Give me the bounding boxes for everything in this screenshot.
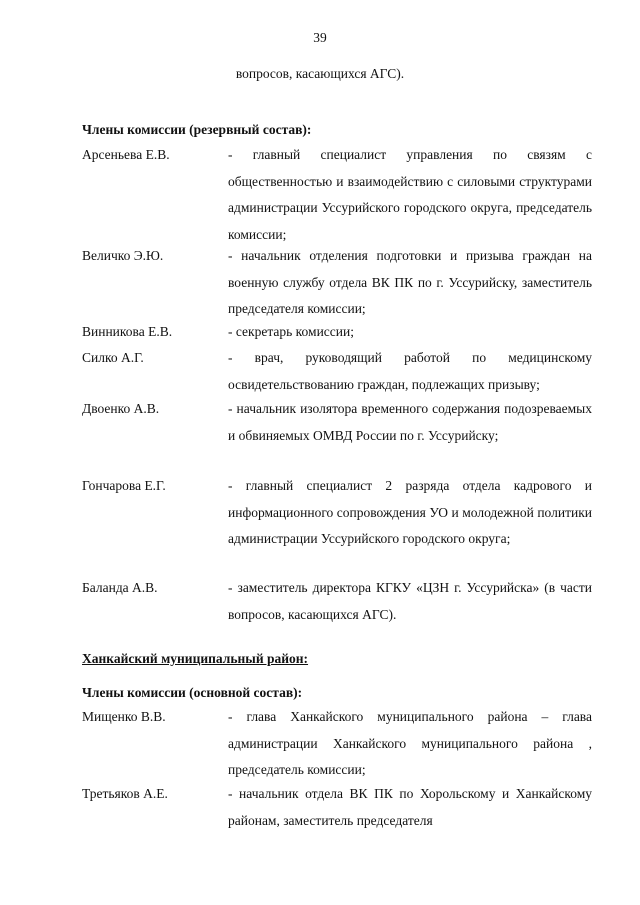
- member-name: Арсеньева Е.В.: [82, 147, 170, 162]
- member-name: Мищенко В.В.: [82, 709, 166, 724]
- member-description: - врач, руководящий работой по медицинскому освидетельствованию граждан, подлежащих призыву;: [228, 350, 592, 392]
- member-name: Винникова Е.В.: [82, 324, 173, 339]
- continuation-text: вопросов, касающихся АГС).: [235, 66, 405, 81]
- member-name: Величко Э.Ю.: [82, 248, 164, 263]
- member-name: Баланда А.В.: [82, 580, 158, 595]
- member-name: Гончарова Е.Г.: [82, 478, 166, 493]
- member-name: Силко А.Г.: [82, 350, 144, 365]
- member-description: - начальник отделения подготовки и призыва граждан на военную службу отдела ВК ПК по г. Уссурийску, заместитель председателя комиссии;: [228, 248, 592, 317]
- member-description: - главный специалист 2 разряда отдела кадрового и информационного сопровождения УО и молодежной политики администрации Уссурийского городского округа;: [228, 478, 592, 547]
- section-heading-main: Члены комиссии (основной состав):: [82, 685, 303, 700]
- member-description: - главный специалист управления по связям с общественностью и взаимодействию с силовыми структурами администрации Уссурийского городского округа, председатель комиссии;: [228, 147, 592, 242]
- member-description: - секретарь комиссии;: [228, 324, 354, 339]
- member-name: Третьяков А.Е.: [82, 786, 168, 801]
- member-description: - заместитель директора КГКУ «ЦЗН г. Уссурийска» (в части вопросов, касающихся АГС).: [228, 580, 592, 622]
- member-description: - глава Ханкайского муниципального района – глава администрации Ханкайского муниципального района , председатель комиссии;: [228, 709, 592, 778]
- member-name: Двоенко А.В.: [82, 401, 160, 416]
- member-description: - начальник отдела ВК ПК по Хорольскому и Ханкайскому районам, заместитель председателя: [228, 786, 592, 828]
- district-title: Ханкайский муниципальный район:: [82, 651, 309, 666]
- section-heading-reserve: Члены комиссии (резервный состав):: [82, 122, 312, 137]
- member-description: - начальник изолятора временного содержания подозреваемых и обвиняемых ОМВД России по г. Уссурийску;: [228, 401, 592, 443]
- page-number: 39: [313, 30, 327, 45]
